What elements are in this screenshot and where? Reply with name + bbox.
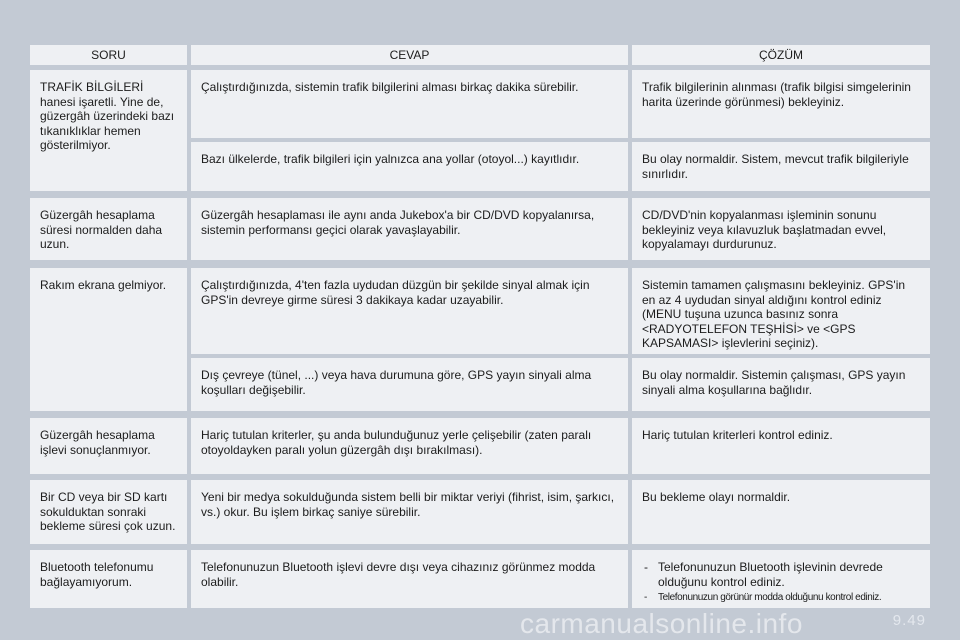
solution-bullet: - Telefonunuzun görünür modda olduğunu kontrol ediniz.	[642, 591, 926, 604]
question-cell: TRAFİK BİLGİLERİ hanesi işaretli. Yine de, güzergâh üzerindeki bazı tıkanıklıklar hemen gösterilmiyor.	[30, 70, 187, 191]
header-solution: ÇÖZÜM	[632, 45, 930, 65]
solution-bullet: - Telefonunuzun Bluetooth işlevinin devrede olduğunu kontrol ediniz.	[642, 560, 926, 589]
solution-cell: Bu olay normaldir. Sistem, mevcut trafik bilgileriyle sınırlıdır.	[632, 142, 930, 191]
header-answer: CEVAP	[191, 45, 628, 65]
solution-cell	[632, 550, 930, 608]
question-cell: Rakım ekrana gelmiyor.	[30, 268, 187, 411]
question-cell: Bir CD veya bir SD kartı sokulduktan sonraki bekleme süresi çok uzun.	[30, 480, 187, 544]
answer-cell: Telefonunuzun Bluetooth işlevi devre dışı veya cihazınız görünmez modda olabilir.	[191, 550, 628, 608]
answer-cell: Hariç tutulan kriterler, şu anda bulunduğunuz yerle çelişebilir (zaten paralı otoyoldayken paralı yolun güzergâh dışı bırakılması).	[191, 418, 628, 474]
solution-cell: Sistemin tamamen çalışmasını bekleyiniz. GPS'in en az 4 uydudan sinyal aldığını kontrol ediniz (MENU tuşuna uzunca basınız sonra <RADYOTELEFON TEŞHİSİ> ve <GPS KAPSAMASI> işlevlerini seçiniz).	[632, 268, 930, 354]
solution-cell: Trafik bilgilerinin alınması (trafik bilgisi simgelerinin harita üzerinde görünmesi) bekleyiniz.	[632, 70, 930, 138]
answer-cell: Güzergâh hesaplaması ile aynı anda Jukebox'a bir CD/DVD kopyalanırsa, sistemin performansı geçici olarak yavaşlayabilir.	[191, 198, 628, 260]
question-cell: Güzergâh hesaplama süresi normalden daha uzun.	[30, 198, 187, 260]
question-cell: Bluetooth telefonumu bağlayamıyorum.	[30, 550, 187, 608]
solution-cell: Hariç tutulan kriterleri kontrol ediniz.	[632, 418, 930, 474]
solution-bullet-list	[642, 560, 926, 604]
solution-cell: CD/DVD'nin kopyalanması işleminin sonunu bekleyiniz veya kılavuzluk başlatmadan evvel, kopyalamayı durdurunuz.	[632, 198, 930, 260]
watermark: carmanualsonline.info	[520, 608, 803, 639]
answer-cell: Yeni bir medya sokulduğunda sistem belli bir miktar veriyi (fihrist, isim, şarkıcı, vs.) okur. Bu işlem birkaç saniye sürebilir.	[191, 480, 628, 544]
answer-cell: Dış çevreye (tünel, ...) veya hava durumuna göre, GPS yayın sinyali alma koşulları değişebilir.	[191, 358, 628, 411]
header-question: SORU	[30, 45, 187, 65]
answer-cell: Bazı ülkelerde, trafik bilgileri için yalnızca ana yollar (otoyol...) kayıtlıdır.	[191, 142, 628, 191]
solution-cell: Bu olay normaldir. Sistemin çalışması, GPS yayın sinyali alma koşullarına bağlıdır.	[632, 358, 930, 411]
solution-cell: Bu bekleme olayı normaldir.	[632, 480, 930, 544]
answer-cell: Çalıştırdığınızda, sistemin trafik bilgilerini alması birkaç dakika sürebilir.	[191, 70, 628, 138]
answer-cell: Çalıştırdığınızda, 4'ten fazla uydudan düzgün bir şekilde sinyal almak için GPS'in devreye girme süresi 3 dakikaya kadar uzayabilir.	[191, 268, 628, 354]
page-number: 9.49	[892, 612, 926, 629]
question-cell: Güzergâh hesaplama işlevi sonuçlanmıyor.	[30, 418, 187, 474]
